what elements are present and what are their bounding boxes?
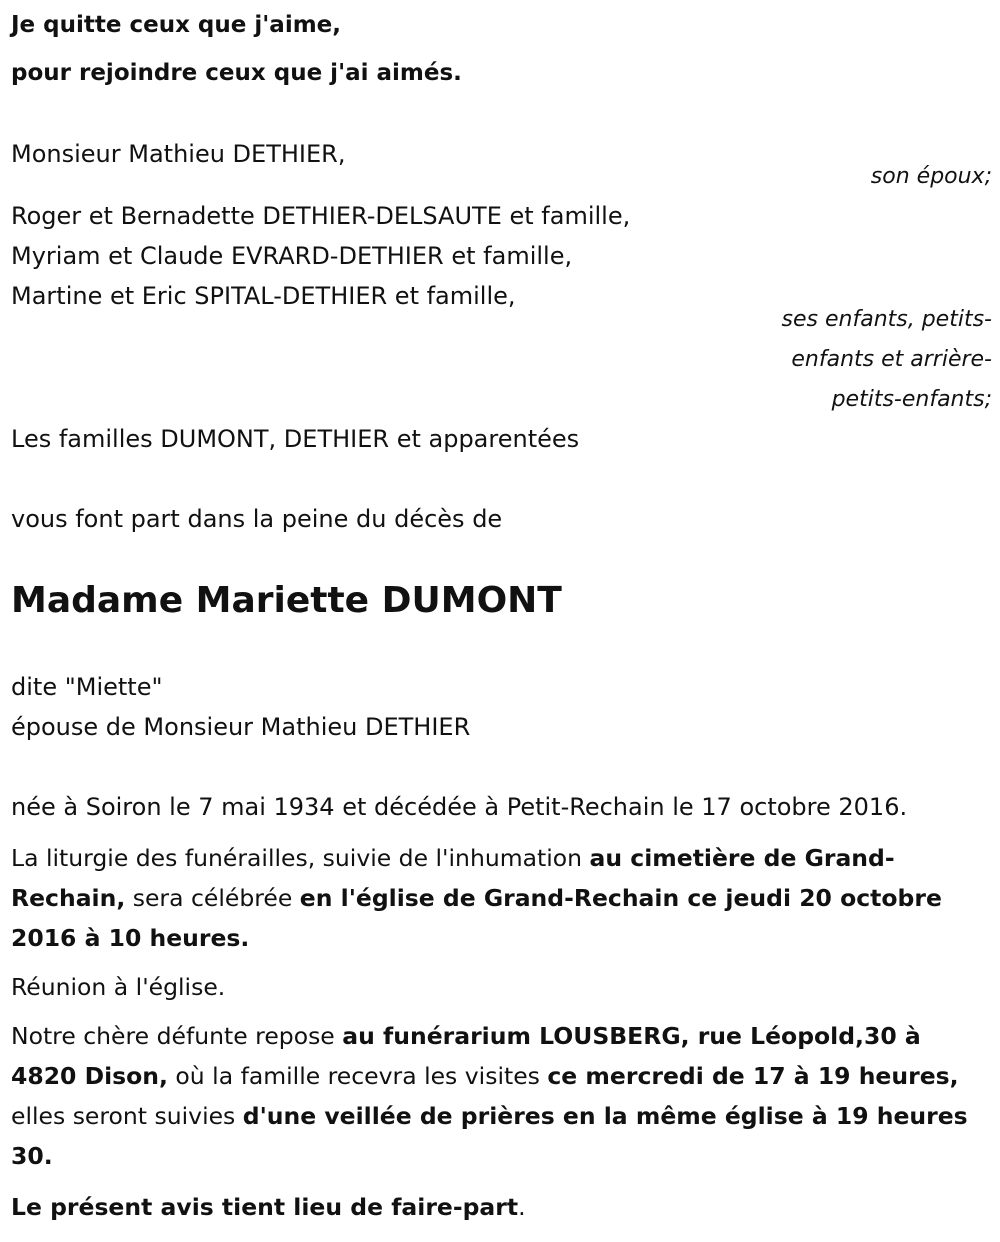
children-line-3: Martine et Eric SPITAL-DETHIER et famille,	[11, 282, 516, 310]
closing-bold: Le présent avis tient lieu de faire-part	[11, 1193, 519, 1221]
announcement-line: vous font part dans la peine du décès de	[11, 505, 503, 533]
families-line: Les familles DUMONT, DETHIER et apparentées	[11, 425, 580, 453]
funeral-text-1: La liturgie des funérailles, suivie de l'inhumation	[11, 844, 590, 872]
birth-death-dates: née à Soiron le 7 mai 1934 et décédée à Petit-Rechain le 17 octobre 2016.	[11, 793, 908, 821]
visit-text-1: Notre chère défunte repose	[11, 1022, 343, 1050]
funeral-paragraph	[11, 838, 992, 958]
closing-period: .	[518, 1193, 526, 1221]
deceased-spouse-of: épouse de Monsieur Mathieu DETHIER	[11, 713, 471, 741]
obituary-notice	[11, 0, 992, 1242]
spouse-name: Monsieur Mathieu DETHIER,	[11, 140, 346, 168]
children-line-1: Roger et Bernadette DETHIER-DELSAUTE et famille,	[11, 202, 631, 230]
children-line-2: Myriam et Claude EVRARD-DETHIER et famille,	[11, 242, 573, 270]
reunion-line: Réunion à l'église.	[11, 973, 226, 1001]
visit-vigil: d'une veillée de prières en la même église à 19 heures 30.	[11, 1102, 968, 1170]
funeral-church-time: en l'église de Grand-Rechain ce jeudi 20 octobre 2016 à 10 heures.	[11, 884, 942, 952]
closing-line	[11, 1187, 992, 1227]
deceased-nickname: dite "Miette"	[11, 673, 163, 701]
visit-text-3: elles seront suivies	[11, 1102, 243, 1130]
quote-line-2: pour rejoindre ceux que j'ai aimés.	[11, 60, 462, 86]
visit-text-2: où la famille recevra les visites	[167, 1062, 548, 1090]
funeral-text-2: sera célébrée	[125, 884, 300, 912]
visit-hours: ce mercredi de 17 à 19 heures,	[547, 1062, 959, 1090]
children-role-line-2: enfants et arrière-	[791, 347, 992, 372]
deceased-name: Madame Mariette DUMONT	[11, 580, 562, 621]
children-role-line-1: ses enfants, petits-	[781, 307, 992, 332]
funeral-cemetery: au cimetière de Grand-Rechain,	[11, 844, 895, 912]
quote-line-1: Je quitte ceux que j'aime,	[11, 12, 342, 38]
visit-paragraph	[11, 1016, 992, 1176]
children-role-line-3: petits-enfants;	[831, 387, 992, 412]
visit-funeral-home: au funérarium LOUSBERG, rue Léopold,30 à 4820 Dison,	[11, 1022, 921, 1090]
spouse-role: son époux;	[870, 164, 992, 189]
